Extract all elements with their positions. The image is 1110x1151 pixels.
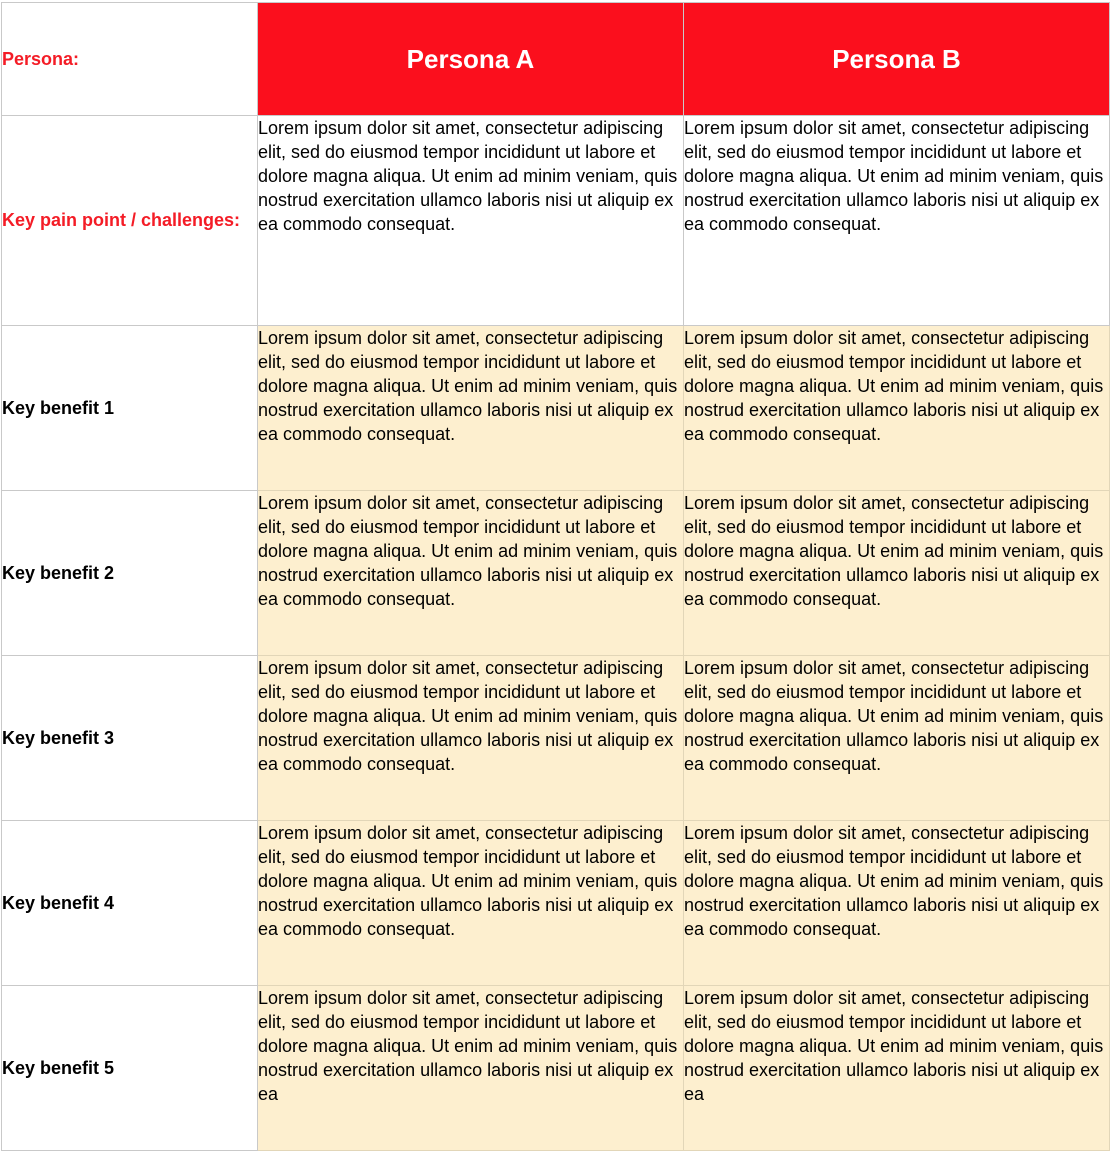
benefit-4-persona-b-cell[interactable]: Lorem ipsum dolor sit amet, consectetur adipiscing elit, sed do eiusmod tempor incididunt ut labore et dolore magna aliqua. Ut enim ad minim veniam, quis nostrud exercitation ullamco laboris nisi ut aliquip ex ea commodo consequat. [684,821,1110,986]
benefit-1-persona-b-cell[interactable]: Lorem ipsum dolor sit amet, consectetur adipiscing elit, sed do eiusmod tempor incididunt ut labore et dolore magna aliqua. Ut enim ad minim veniam, quis nostrud exercitation ullamco laboris nisi ut aliquip ex ea commodo consequat. [684,326,1110,491]
benefit-2-persona-a-cell[interactable]: Lorem ipsum dolor sit amet, consectetur adipiscing elit, sed do eiusmod tempor incididunt ut labore et dolore magna aliqua. Ut enim ad minim veniam, quis nostrud exercitation ullamco laboris nisi ut aliquip ex ea commodo consequat. [258,491,684,656]
benefit-row-4 [2,821,1110,986]
benefit-2-persona-b-cell[interactable]: Lorem ipsum dolor sit amet, consectetur adipiscing elit, sed do eiusmod tempor incididunt ut labore et dolore magna aliqua. Ut enim ad minim veniam, quis nostrud exercitation ullamco laboris nisi ut aliquip ex ea commodo consequat. [684,491,1110,656]
benefit-5-persona-b-cell[interactable]: Lorem ipsum dolor sit amet, consectetur adipiscing elit, sed do eiusmod tempor incididunt ut labore et dolore magna aliqua. Ut enim ad minim veniam, quis nostrud exercitation ullamco laboris nisi ut aliquip ex ea [684,986,1110,1151]
header-row [2,3,1110,116]
benefit-row-3 [2,656,1110,821]
benefit-3-label[interactable]: Key benefit 3 [2,656,258,821]
benefit-1-label[interactable]: Key benefit 1 [2,326,258,491]
benefit-2-label[interactable]: Key benefit 2 [2,491,258,656]
benefit-5-persona-a-cell[interactable]: Lorem ipsum dolor sit amet, consectetur adipiscing elit, sed do eiusmod tempor incididunt ut labore et dolore magna aliqua. Ut enim ad minim veniam, quis nostrud exercitation ullamco laboris nisi ut aliquip ex ea [258,986,684,1151]
pain-point-persona-b-cell[interactable]: Lorem ipsum dolor sit amet, consectetur adipiscing elit, sed do eiusmod tempor incididunt ut labore et dolore magna aliqua. Ut enim ad minim veniam, quis nostrud exercitation ullamco laboris nisi ut aliquip ex ea commodo consequat. [684,116,1110,326]
pain-point-row [2,116,1110,326]
benefit-row-5 [2,986,1110,1151]
persona-a-header[interactable]: Persona A [258,3,684,116]
persona-table [1,2,1110,1151]
persona-b-header[interactable]: Persona B [684,3,1110,116]
benefit-4-label[interactable]: Key benefit 4 [2,821,258,986]
benefit-3-persona-b-cell[interactable]: Lorem ipsum dolor sit amet, consectetur adipiscing elit, sed do eiusmod tempor incididunt ut labore et dolore magna aliqua. Ut enim ad minim veniam, quis nostrud exercitation ullamco laboris nisi ut aliquip ex ea commodo consequat. [684,656,1110,821]
persona-row-label[interactable]: Persona: [2,3,258,116]
pain-point-persona-a-cell[interactable]: Lorem ipsum dolor sit amet, consectetur adipiscing elit, sed do eiusmod tempor incididunt ut labore et dolore magna aliqua. Ut enim ad minim veniam, quis nostrud exercitation ullamco laboris nisi ut aliquip ex ea commodo consequat. [258,116,684,326]
benefit-5-label[interactable]: Key benefit 5 [2,986,258,1151]
benefit-row-1 [2,326,1110,491]
benefit-4-persona-a-cell[interactable]: Lorem ipsum dolor sit amet, consectetur adipiscing elit, sed do eiusmod tempor incididunt ut labore et dolore magna aliqua. Ut enim ad minim veniam, quis nostrud exercitation ullamco laboris nisi ut aliquip ex ea commodo consequat. [258,821,684,986]
benefit-3-persona-a-cell[interactable]: Lorem ipsum dolor sit amet, consectetur adipiscing elit, sed do eiusmod tempor incididunt ut labore et dolore magna aliqua. Ut enim ad minim veniam, quis nostrud exercitation ullamco laboris nisi ut aliquip ex ea commodo consequat. [258,656,684,821]
benefit-row-2 [2,491,1110,656]
benefit-1-persona-a-cell[interactable]: Lorem ipsum dolor sit amet, consectetur adipiscing elit, sed do eiusmod tempor incididunt ut labore et dolore magna aliqua. Ut enim ad minim veniam, quis nostrud exercitation ullamco laboris nisi ut aliquip ex ea commodo consequat. [258,326,684,491]
pain-point-label[interactable]: Key pain point / challenges: [2,116,258,326]
